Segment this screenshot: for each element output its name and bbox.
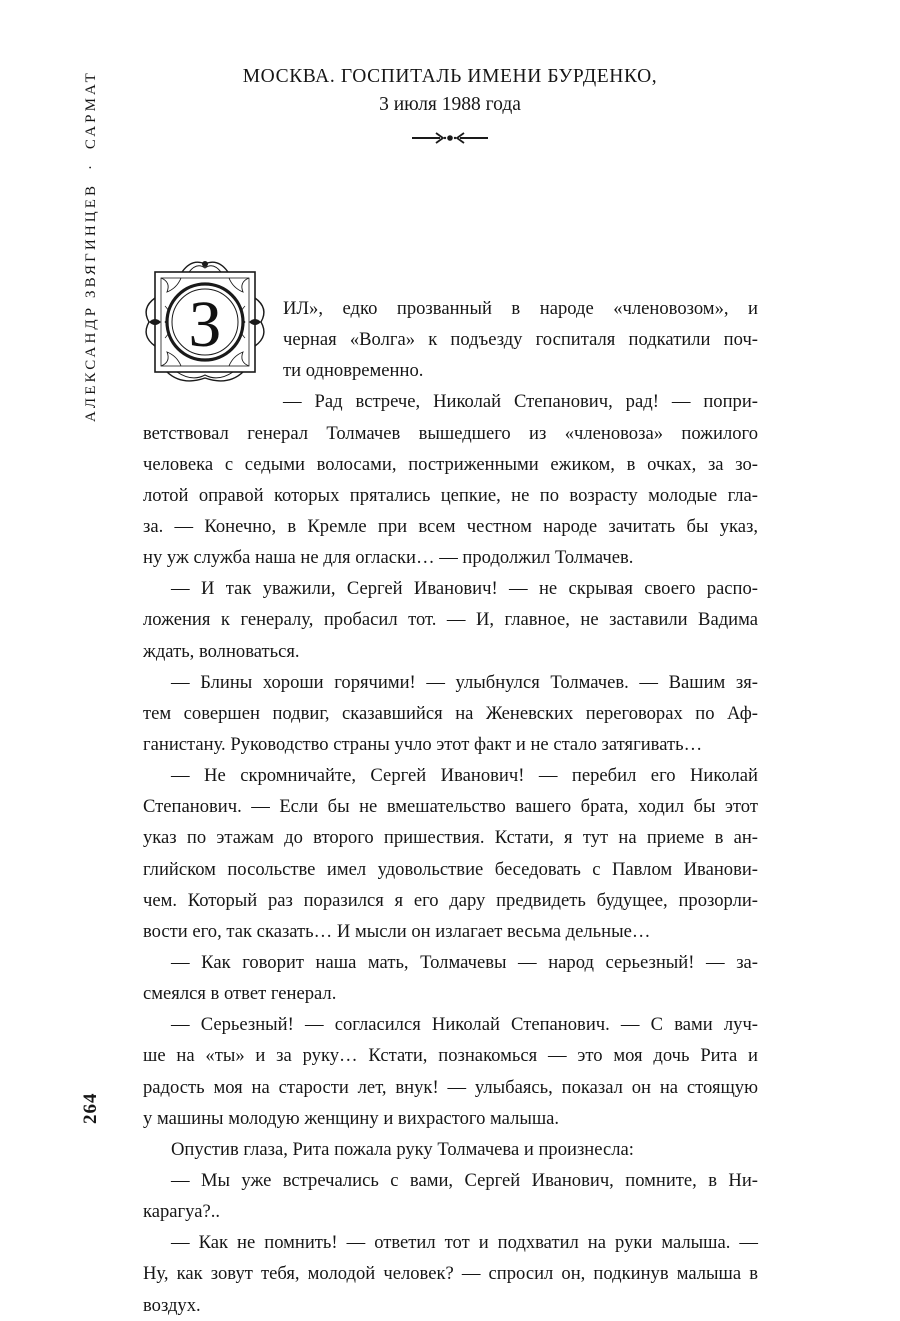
text-line: — Рад встрече, Николай Степанович, рад! — попри-	[283, 391, 758, 413]
text-line: ветствовал генерал Толмачев вышедшего из «членовоза» пожилого	[143, 422, 758, 444]
text-line: ти одновременно.	[283, 360, 424, 382]
running-head-book: САРМАТ	[83, 70, 99, 150]
text-line: смеялся в ответ генерал.	[143, 983, 337, 1005]
text-line: ложения к генералу, пробасил тот. — И, главное, не заставили Вадима	[143, 609, 758, 631]
text-line: — Как не помнить! — ответил тот и подхватил на руки малыша. —	[171, 1232, 758, 1254]
text-line: ше на «ты» и за руку… Кстати, познакомься — это моя дочь Рита и	[143, 1045, 758, 1067]
text-line: Опустив глаза, Рита пожала руку Толмачева и произнесла:	[171, 1138, 634, 1160]
chapter-title: МОСКВА. ГОСПИТАЛЬ ИМЕНИ БУРДЕНКО,	[242, 66, 658, 87]
chapter-date: 3 июля 1988 года	[379, 94, 521, 115]
text-line: указ по этажам до второго пришествия. Кстати, я тут на приеме в ан-	[143, 827, 758, 849]
chapter-heading	[140, 63, 760, 145]
text-line: лотой оправой которых прятались цепкие, не по возрасту молодые гла-	[143, 484, 758, 506]
text-line: тем совершен подвиг, сказавшийся на Женевских переговорах по Аф-	[143, 702, 758, 724]
text-line: ИЛ», едко прозванный в народе «членовозом», и	[283, 298, 758, 319]
text-line: — Как говорит наша мать, Толмачевы — народ серьезный! — за-	[171, 951, 758, 973]
text-line: — Серьезный! — согласился Николай Степанович. — С вами луч-	[171, 1014, 758, 1036]
text-line: — Блины хороши горячими! — улыбнулся Толмачев. — Вашим зя-	[171, 671, 758, 693]
drop-cap-letter: З	[188, 288, 222, 361]
text-line: воздух.	[143, 1294, 201, 1316]
page-number: 264	[80, 1092, 101, 1124]
text-line: за. — Конечно, в Кремле при всем честном народе зачитать бы указ,	[143, 515, 758, 537]
body-text	[143, 293, 758, 1321]
text-line: ганистану. Руководство страны учло этот факт и не стало затягивать…	[143, 733, 703, 755]
running-head-author: АЛЕКСАНДР ЗВЯГИНЦЕВ	[83, 182, 99, 422]
text-line: — Не скромничайте, Сергей Иванович! — перебил его Николай	[171, 765, 758, 787]
text-line: — Мы уже встречались с вами, Сергей Иванович, помните, в Ни-	[171, 1169, 758, 1191]
text-line: карагуа?..	[143, 1201, 221, 1223]
text-line: черная «Волга» к подъезду госпиталя подкатили поч-	[283, 329, 758, 351]
text-line: радость моя на старости лет, внук! — улыбаясь, показал он на стоящую	[143, 1076, 758, 1098]
text-line: у машины молодую женщину и вихрастого малыша.	[143, 1107, 560, 1129]
text-line: человека с седыми волосами, постриженными ежиком, в очках, за зо-	[143, 453, 758, 475]
text-line: вости его, так сказать… И мысли он излагает весьма дельные…	[143, 920, 651, 942]
running-head	[71, 70, 111, 450]
text-line: Ну, как зовут тебя, молодой человек? — спросил он, подкинув малыша в	[143, 1263, 758, 1285]
text-line: глийском посольстве имел удовольствие беседовать с Павлом Иванови-	[143, 858, 758, 880]
text-line: ну уж служба наша не для огласки… — продолжил Толмачев.	[143, 547, 634, 569]
ornament-divider-icon	[410, 131, 490, 145]
running-head-separator: ·	[83, 161, 99, 171]
text-line: чем. Который раз поразился я его дару предвидеть будущее, прозорли-	[143, 889, 758, 911]
text-line: ждать, волноваться.	[143, 640, 300, 662]
text-line: — И так уважили, Сергей Иванович! — не скрывая своего распо-	[171, 578, 758, 600]
text-line: Степанович. — Если бы не вмешательство вашего брата, ходил бы этот	[143, 796, 758, 818]
